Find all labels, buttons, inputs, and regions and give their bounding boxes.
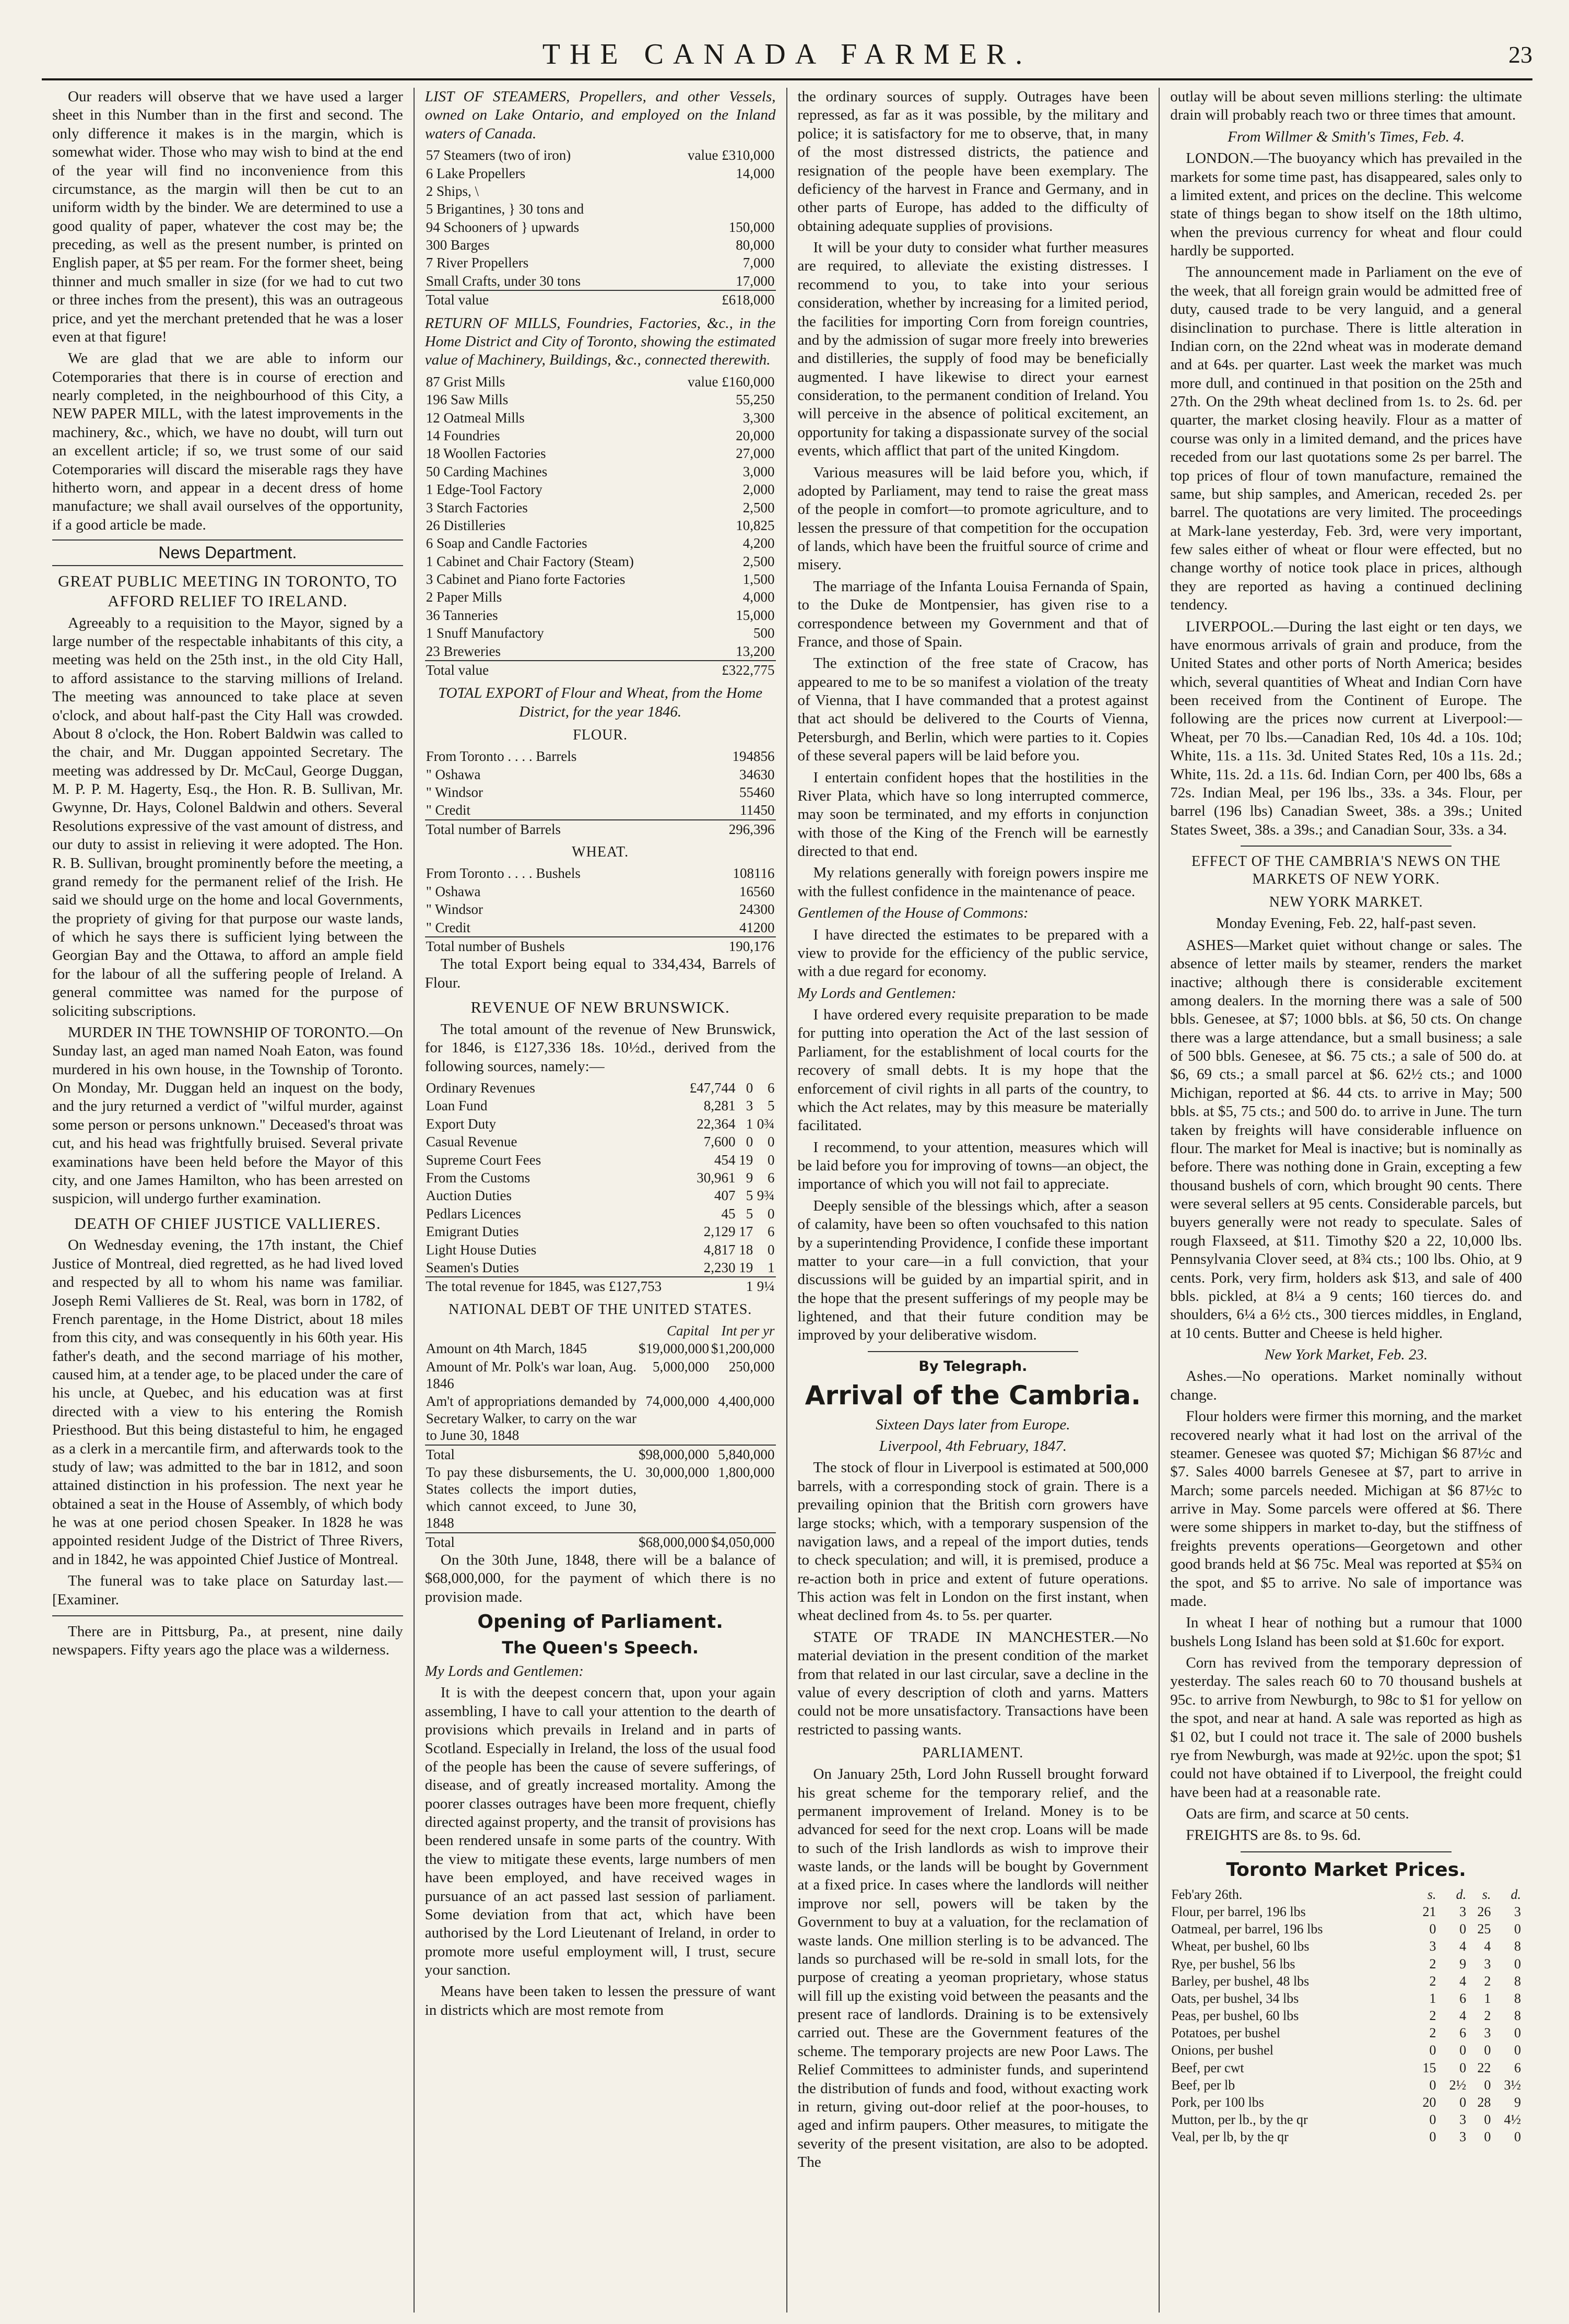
steamers-row: Small Crafts, under 30 tons 17,000: [426, 273, 775, 289]
mills-row: 1 Edge-Tool Factory 2,000: [426, 482, 775, 498]
debt-total-row-1: Total $98,000,000 5,840,000: [425, 1445, 776, 1463]
manchester-paragraph: STATE OF TRADE IN MANCHESTER.—No material deviation in the present condition of the market from that related in our last circular, save a decline in the value of every description of cloth and yarns. Matters could not be more unsatisfactory. Transactions have been restricted to passing wants.: [797, 1628, 1149, 1738]
revenue-row: From the Customs 30,961 9 6: [426, 1170, 775, 1186]
revenue-intro: The total amount of the revenue of New Brunswick, for 1846, is £127,336 18s. 10½d., derived from the following sources, namely:—: [424, 1020, 776, 1075]
mills-heading: RETURN OF MILLS, Foundries, Factories, &c., in the Home District and City of Toronto, showing the estimated value of Machinery, Buildings, &c., connected therewith.: [424, 314, 776, 369]
debt-row: Amount on 4th March, 1845 $19,000,000 $1,200,000: [426, 1341, 775, 1357]
toronto-row: Flour, per barrel, 196 lbs 21 3 26 3: [1171, 1904, 1521, 1919]
london-paragraph: LONDON.—The buoyancy which has prevailed in the markets for some time past, has disappeared, sales only to a limited extent, and prices on the decline. This welcome state of things began to show itself on the 18th ultimo, when the previous currency for wheat and flour could hardly be supported.: [1170, 150, 1522, 259]
commons-salutation: Gentlemen of the House of Commons:: [797, 905, 1029, 922]
ny-heading: NEW YORK MARKET.: [1269, 894, 1423, 911]
mills-row: 6 Soap and Candle Factories 4,200: [426, 535, 775, 551]
mills-row: 196 Saw Mills 55,250: [426, 392, 775, 408]
speech-paragraph-2: Means have been taken to lessen the pressure of want in districts which are most remote from: [424, 1983, 776, 2018]
toronto-row: Rye, per bushel, 56 lbs 2 9 3 0: [1171, 1956, 1521, 1971]
parliament-heading: Opening of Parliament.: [477, 1611, 723, 1633]
murder-paragraph: MURDER IN THE TOWNSHIP OF TORONTO.—On Sunday last, an aged man named Noah Eaton, was found murdered in his own house, in the Township of Toronto. On Monday, Mr. Duggan held an inquest on the body, and the jury returned a verdict of "wilful murder, against some person or persons unknown." Deceased's throat was cut, and his head was frightfully bruised. Several private examinations have been held before the Mayor of this city, and one James Hamilton, who has been arrested on suspicion, will undergo further examination.: [52, 1024, 403, 1207]
toronto-prices-table: [1170, 1886, 1522, 2146]
death-paragraph-2: The funeral was to take place on Saturday last.—[Examiner.: [52, 1572, 403, 1608]
divider: [868, 1351, 1078, 1352]
news-department-heading: News Department.: [52, 539, 403, 566]
speech-paragraph-1: It is with the deepest concern that, upon your again assembling, I have to call your attention to the dearth of provisions which prevails in Ireland and in parts of Scotland. Especially in Ireland, the loss of the usual food of the people has been the cause of severe sufferings, of disease, and of greatly increased mortality. Among the poorer classes outrages have been more frequent, chiefly directed against property, and the transit of provisions has been rendered unsafe in some parts of the country. With the view to mitigate these events, large numbers of men have been employed, and have received wages in pursuance of an act passed last session of parliament. Some deviation from that act, which have been authorised by the Lord Lieutenant of Ireland, in order to promote more useful employment will, I trust, secure your sanction.: [424, 1684, 776, 1979]
steamers-row: 94 Schooners of } upwards 150,000: [426, 219, 775, 235]
steamers-heading: LIST OF STEAMERS, Propellers, and other Vessels, owned on Lake Ontario, and employed on the Inland waters of Canada.: [424, 88, 776, 142]
mills-row: 2 Paper Mills 4,000: [426, 589, 775, 605]
source-line: From Willmer & Smith's Times, Feb. 4.: [1228, 128, 1465, 145]
announcement-paragraph: The announcement made in Parliament on the eve of the week, that all foreign grain would be admitted free of duty, caused trade to be very languid, and a general disinclination to purchase. There is little alteration in Indian corn, on the 22nd wheat was in moderate demand and at 64s. per quarter. Last week the market was much more dull, and continued in that position on the 25th and 27th. On the 29th wheat declined from 1s. to 2s. 6d. per quarter, the market closing heavily. Flour as a matter of course was only in a limited demand, and the prices have receded from our last quotations some 2s per barrel. The top prices of flour of town manufacture, remained the same, but ship samples, and American, receded 2s. per barrel. The quotations are very limited. The proceedings at Mark-lane yesterday, Feb. 3rd, were very important, few sales either of wheat or flour were effected, but no change worthy of notice took place in prices, although they are reported as having a continued declining tendency.: [1170, 264, 1522, 614]
steamers-row: 2 Ships, \: [426, 183, 479, 199]
ny-paragraph-1: ASHES—Market quiet without change or sales. The absence of letter mails by steamer, renders the market inactive; although there is considerable excitement among dealers. In the morning there was a sale of 500 bbls. Genesee, at $7; 1000 bbls. at $6, 50 cts. On change there was a large attendance, but a small business; a sale of 500 bbls. Genesee, at $6. 75 cts.; a sale of 500 do. at $6, 69 cts.; a small parcel at $6. 62½ cts.; and 1000 Michigan, reported at $6. 44 cts. to arrive in May; 500 bbls. at $5, 75 cts.; and 500 do. to arrive in June. The turn taken by freights will have considerable influence on flour. The market for Meal is inactive; but is nominally as before. There was nothing done in Grain, excepting a few thousand bushels of corn, which brought 90 cents. There were several sellers at 95 cents. Considerable parcels, but buyers generally were not ready to speculate. Sales of rough Flaxseed, at $11. Timothy $20 a 22, 10,000 lbs. Pennsylvania Clover seed, at 8¾ cts.; 100 lbs. Ohio, at 9 cents. Pork, very firm, holders ask $13, and sale of 400 bbls. pickled, at 8¼ a 9 cents; 160 tierces do. and shoulders, 6¼ a 6½ cts., 300 tierces middles, in England, at 10 cents. Butter and Cheese is held higher.: [1170, 936, 1522, 1342]
effect-heading: EFFECT OF THE CAMBRIA'S NEWS ON THE MARKETS OF NEW YORK.: [1191, 853, 1501, 888]
speech-cont-7: My relations generally with foreign powers inspire me with the fullest confidence in the maintenance of peace.: [797, 864, 1149, 900]
death-paragraph-1: On Wednesday evening, the 17th instant, the Chief Justice of Montreal, died regretted, as he had lived loved and respected by all to whom his name was familiar. Joseph Remi Vallieres de St. Real, was born in 1782, of French parentage, in the Home District, about 18 miles from this city, and was consequently in his 60th year. His father's death, and the second marriage of his mother, caused him, at a tender age, to be placed under the care of his uncle, at Quebec, and his education was at first directed with a view to his entering the Romish Priesthood. But this being distasteful to him, he engaged as a clerk in a mercantile firm, and afterwards took to the study of law; was admitted to the bar in 1812, and soon attained distinction in his profession. The next year he obtained a seat in the House of Assembly, of which body he was at one period chosen Speaker. In 1828 he was appointed resident Judge of the District of Three Rivers, and in 1842, he was appointed Chief Justice of Montreal.: [52, 1237, 403, 1568]
wheat-row: " Windsor 24300: [426, 901, 775, 918]
arrival-heading: Arrival of the Cambria.: [805, 1380, 1141, 1411]
wheat-row: " Oshawa 16560: [426, 883, 775, 899]
divider: [1241, 1851, 1452, 1852]
debt-row: Amount of Mr. Polk's war loan, Aug. 1846 5,000,000 250,000: [426, 1358, 775, 1392]
toronto-row: Oats, per bushel, 34 lbs 1 6 1 8: [1171, 1990, 1521, 2006]
mills-row: 12 Oatmeal Mills 3,300: [426, 409, 775, 426]
flour-row: " Windsor 55460: [426, 784, 775, 801]
mills-row: 23 Breweries 13,200: [426, 643, 775, 659]
ny-paragraph-3: Flour holders were firmer this morning, and the market recovered nearly what it had lost on the arrival of the steamer. Genesee was quoted $7; Michigan $6 87½c and $7. Sales 4000 barrels Genesee at $7, part to arrive in March; some parcels needed. Michigan at $6 87½c to arrive in May. Some parcels were offered at $6. There were some shippers in market to-day, but the stiffness of freights prevents operations—Georgetown and other good brands held at $6 75c. Meal was reported at $5¾ on the spot, and $5 to arrive. No sale of importance was made.: [1170, 1408, 1522, 1610]
revenue-row: Pedlars Licences 45 5 0: [426, 1205, 775, 1222]
export-note: The total Export being equal to 334,434, Barrels of Flour.: [424, 956, 776, 991]
revenue-row: Emigrant Duties 2,129 17 6: [426, 1224, 775, 1240]
column-1: [42, 88, 415, 2313]
wheat-total-row: Total number of Bushels 190,176: [425, 937, 776, 955]
speech-cont-8: I have directed the estimates to be prepared with a view to provide for the efficiency of the public service, with a due regard for economy.: [797, 926, 1149, 980]
speech-cont-10: I recommend, to your attention, measures which will be laid before you for improving of towns—an object, the importance of which you will not fail to appreciate.: [797, 1138, 1149, 1193]
debt-heading: NATIONAL DEBT OF THE UNITED STATES.: [448, 1301, 752, 1318]
steamers-table: [425, 146, 776, 309]
mills-row: 18 Woollen Factories 27,000: [426, 445, 775, 462]
liverpool-paragraph: The stock of flour in Liverpool is estimated at 500,000 barrels, with a corresponding stock of grain. There is a prevailing opinion that the British corn growers have large stocks; which, with a temporary suspension of the navigation laws, and a repeal of the import duties, tends to check speculation; and will, it is premised, produce a re-action both in price and extent of future operations. This action was felt in London on the first instant, when wheat declined from 4s. to 5s. per quarter.: [797, 1459, 1149, 1624]
masthead-title: THE CANADA FARMER.: [542, 38, 1032, 71]
mills-total-row: Total value £322,775: [425, 661, 776, 679]
debt-header-row: Capital Int per yr: [666, 1322, 775, 1339]
debt-total-row-2: Total $68,000,000 $4,050,000: [425, 1533, 776, 1551]
toronto-row: Veal, per lb, by the qr 0 3 0 0: [1171, 2129, 1521, 2145]
ny-paragraph-5: Corn has revived from the temporary depression of yesterday. The sales reach 60 to 70 thousand bushels at 95c. to arrive from Newburgh, to 98c to $1 for yellow on the spot, and near at hand. A sale was reported as high as $1 02, but I could not trace it. The sale of 2000 bushels rye from Newburgh, was made at 92½c. upon the spot; $1 could not have obtained if to Liverpool, the freight could have been had at a reasonable rate.: [1170, 1654, 1522, 1801]
lords-salutation: My Lords and Gentlemen:: [797, 984, 957, 1002]
debt-deduct-row: To pay these disbursements, the U. States collects the import duties, which cannot exceed, to June 30, 1848 30,000,000 1,800,000: [426, 1464, 775, 1531]
steamers-total-row: Total value £618,000: [425, 290, 776, 309]
revenue-total-row: The total revenue for 1845, was £127,753 1 9¼: [425, 1277, 776, 1295]
flour-total-row: Total number of Barrels 296,396: [425, 820, 776, 838]
flour-row: " Credit 11450: [426, 802, 775, 818]
intro-paragraph-2: We are glad that we are able to inform our Cotemporaries that there is in course of erection and nearly completed, in the neighbourhood of this City, a NEW PAPER MILL, with the latest improvements in the machinery, &c., which, we have no doubt, will turn out an excellent article; if so, we trust some of our said Cotemporaries will discard the miserable rags they have hitherto worn, and appear in a decent dress of home manufacture; we shall avail ourselves of the opportunity, if a good article be made.: [52, 350, 403, 533]
speech-cont-9: I have ordered every requisite preparation to be made for putting into operation the Act of the last session of Parliament, for the establishment of local courts for the recovery of small debts. It is my hope that the enforcement of civil rights in all parts of the country, to which the Act relates, may by this measure be materially facilitated.: [797, 1006, 1149, 1134]
speech-cont-3: Various measures will be laid before you, which, if adopted by Parliament, may tend to raise the great mass of the people in comfort—to promote agriculture, and to lessen the pressure of that competition for the occupation of lands, which have been the fruitful source of crime and misery.: [797, 464, 1149, 573]
mills-row: 3 Cabinet and Piano forte Factories 1,500: [426, 571, 775, 588]
toronto-row: Beef, per cwt 15 0 22 6: [1171, 2060, 1521, 2075]
debt-row: Am't of appropriations demanded by Secretary Walker, to carry on the war to June 30, 1848 74,000,000 4,400,000: [426, 1393, 775, 1443]
steamers-row: 7 River Propellers 7,000: [426, 255, 775, 271]
revenue-row: Light House Duties 4,817 18 0: [426, 1241, 775, 1258]
mills-row: 87 Grist Mills value £160,000: [426, 373, 775, 390]
speech-salutation: My Lords and Gentlemen:: [424, 1663, 584, 1680]
masthead: [42, 37, 1532, 80]
ny-paragraph-6: Oats are firm, and scarce at 50 cents.: [1186, 1805, 1409, 1823]
debt-table: [425, 1322, 776, 1551]
divider: [52, 1615, 403, 1616]
debt-note: On the 30th June, 1848, there will be a balance of $68,000,000, for the payment of which there is no provision made.: [424, 1551, 776, 1605]
mills-row: 1 Snuff Manufactory 500: [426, 625, 775, 641]
mills-row: 50 Carding Machines 3,000: [426, 463, 775, 479]
toronto-row: Peas, per bushel, 60 lbs 2 4 2 8: [1171, 2008, 1521, 2024]
column-4: [1160, 88, 1532, 2313]
revenue-row: Seamen's Duties 2,230 19 1: [426, 1259, 775, 1275]
mills-row: 26 Distilleries 10,825: [426, 517, 775, 533]
toronto-heading: Toronto Market Prices.: [1226, 1859, 1466, 1881]
toronto-row: Pork, per 100 lbs 20 0 28 9: [1171, 2095, 1521, 2110]
mills-row: 3 Starch Factories 2,500: [426, 499, 775, 515]
revenue-heading: REVENUE OF NEW BRUNSWICK.: [470, 998, 730, 1017]
flour-row: " Oshawa 34630: [426, 766, 775, 782]
flour-table: [425, 747, 776, 838]
toronto-row: Potatoes, per bushel 2 6 3 0: [1171, 2025, 1521, 2041]
telegraph-heading: By Telegraph.: [918, 1358, 1028, 1375]
mills-table: [425, 373, 776, 679]
page-number: 23: [1508, 41, 1532, 68]
revenue-table: [425, 1079, 776, 1296]
death-heading: DEATH OF CHIEF JUSTICE VALLIERES.: [74, 1214, 381, 1233]
arrival-subheading: Sixteen Days later from Europe.: [876, 1416, 1070, 1433]
flour-row: From Toronto . . . . Barrels 194856: [426, 748, 775, 765]
steamers-row: 6 Lake Propellers 14,000: [426, 165, 775, 181]
revenue-row: Ordinary Revenues £47,744 0 6: [426, 1080, 775, 1096]
columns: [42, 88, 1532, 2313]
wheat-label: WHEAT.: [572, 844, 629, 861]
dateline: Liverpool, 4th February, 1847.: [879, 1438, 1067, 1455]
flour-label: FLOUR.: [573, 727, 628, 744]
speech-cont-11: Deeply sensible of the blessings which, after a season of calamity, have been so often vouchsafed to this nation by a superintending Providence, I confide these important matter to your care—in a full conviction, that your discussions will be guided by an impartial spirit, and in the hope that the present sufferings of my people may be lightened, and that their future condition may be improved by your deliberative wisdom.: [797, 1197, 1149, 1344]
revenue-row: Supreme Court Fees 454 19 0: [426, 1152, 775, 1168]
column-3: [787, 88, 1160, 2313]
divider: [1241, 846, 1452, 847]
steamers-row: 5 Brigantines, } 30 tons and: [426, 201, 584, 217]
toronto-header-row: Feb'ary 26th. s. d. s. d.: [1171, 1886, 1521, 1902]
revenue-row: Auction Duties 407 5 9¾: [426, 1188, 775, 1204]
pittsburg-paragraph: There are in Pittsburg, Pa., at present, nine daily newspapers. Fifty years ago the place was a wilderness.: [52, 1623, 403, 1659]
meeting-heading: GREAT PUBLIC MEETING IN TORONTO, TO AFFORD RELIEF TO IRELAND.: [57, 572, 397, 610]
wheat-row: From Toronto . . . . Bushels 108116: [426, 865, 775, 882]
toronto-row: Beef, per lb 0 2½ 0 3½: [1171, 2077, 1521, 2093]
toronto-row: Wheat, per bushel, 60 lbs 3 4 4 8: [1171, 1939, 1521, 1954]
revenue-row: Loan Fund 8,281 3 5: [426, 1098, 775, 1114]
meeting-paragraph: Agreeably to a requisition to the Mayor, signed by a large number of the respectable inhabitants of this city, a meeting was held on the 25th inst., in the old City Hall, to afford assistance to the starving millions of Ireland. The meeting was announced to take place at seven o'clock, and about half-past the City Hall was crowded. About 8 o'clock, the Hon. Robert Baldwin was called to the chair, and Mr. Duggan appointed Secretary. The meeting was addressed by Dr. McCaul, George Duggan, M. P. P. M. Hagerty, Esq., the Hon. R. B. Sullivan, Mr. Gwynne, Dr. Hays, Colonel Baldwin and others. Several Resolutions expressive of the vast amount of distress, and our duty to assist in relieving it were adopted. The Hon. R. B. Sullivan, brought prominently before the meeting, a grand remedy for the permanent relief of the Irish. He said we should urge on the home and local Governments, the propriety of giving for that purpose our waste lands, of which he says there is sufficient lying between the Georgian Bay and the Ottawa, to afford an ample field for the labour of all the suffering people of Ireland. A general committee was named for the purpose of soliciting subscriptions.: [52, 614, 403, 1019]
steamers-row: 57 Steamers (two of iron) value £310,000: [426, 147, 775, 163]
mills-row: 14 Foundries 20,000: [426, 427, 775, 443]
speech-cont-1: the ordinary sources of supply. Outrages have been repressed, as far as it was possible, by the military and police; it is satisfactory for me to observe, that, in many of the most distressed districts, the patience and resignation of the people have been exemplary. The deficiency of the harvest in France and Germany, and in other parts of Europe, has added to the difficulty of obtaining adequate supplies of provisions.: [797, 88, 1149, 234]
toronto-row: Oatmeal, per barrel, 196 lbs 0 0 25 0: [1171, 1921, 1521, 1937]
outlay-paragraph: outlay will be about seven millions sterling: the ultimate drain will probably reach two or three times that amount.: [1170, 88, 1522, 124]
column-2: [415, 88, 787, 2313]
speech-cont-6: I entertain confident hopes that the hostilities in the River Plata, which have so long interrupted commerce, may soon be terminated, and my efforts in conjunction with those of the King of the French will be earnestly directed to that end.: [797, 769, 1149, 860]
parliament-paragraph: On January 25th, Lord John Russell brought forward his great scheme for the temporary relief, and the permanent improvement of Ireland. Money is to be advanced for seed for the next crop. Loans will be made to such of the Irish landlords as wish to improve their waste lands, or the lands will be bought by Government at a fixed price. In cases where the landlords will neither improve nor sell, powers will be taken by the Government to buy at a valuation, for the reclamation of waste lands. One million sterling is to be advanced. The lands so purchased will be re-sold in small lots, for the purpose of creating a yeoman proprietary, whose status will fill up the existing void between the peasants and the present race of landlords. Draining is to be extensively carried out. These are the Government features of the scheme. The temporary projects are new Poor Laws. The Relief Committees to administer funds, and superintend the distribution of funds and food, without exacting work in return, giving out-door relief at the poor-houses, to aged and infirm paupers. Other measures, to mitigate the severity of the present visitation, are also to be adopted. The: [797, 1766, 1149, 2171]
speech-heading: The Queen's Speech.: [502, 1638, 699, 1658]
speech-cont-5: The extinction of the free state of Cracow, has appeared to me to be so manifest a violation of the treaty of Vienna, that I have commanded that a protest against that act should be delivered to the Courts of Vienna, Petersburgh, and Berlin, which were parties to it. Copies of these several papers will be laid before you.: [797, 655, 1149, 765]
ny-market-label: New York Market, Feb. 23.: [1264, 1346, 1428, 1364]
ny-paragraph-2: Ashes.—No operations. Market nominally without change.: [1170, 1368, 1522, 1403]
steamers-row: 300 Barges 80,000: [426, 237, 775, 253]
revenue-row: Casual Revenue 7,600 0 0: [426, 1134, 775, 1150]
toronto-row: Onions, per bushel 0 0 0 0: [1171, 2043, 1521, 2058]
speech-cont-2: It will be your duty to consider what further measures are required, to alleviate the existing distresses. I recommend to you, to take into your serious consideration, whether by increasing for a limited period, the facilities for importing Corn from foreign countries, and by the admission of sugar more freely into breweries and distilleries, the supply of food may be beneficially augmented. I have likewise to direct your earnest consideration, to the permanent condition of Ireland. You will perceive in the absence of political excitement, an opportunity for taking a dispassionate survey of the social events, which afflict that part of the united Kingdom.: [797, 239, 1149, 460]
parliament-label: PARLIAMENT.: [922, 1745, 1024, 1762]
wheat-row: " Credit 41200: [426, 919, 775, 935]
ny-paragraph-4: In wheat I hear of nothing but a rumour that 1000 bushels Long Island has been sold at $1.60c for export.: [1170, 1614, 1522, 1650]
intro-paragraph-1: Our readers will observe that we have used a larger sheet in this Number than in the first and second. The only difference it makes is in the margin, which is somewhat wider. Those who may wish to bind at the end of the year will find no inconvenience from this circumstance, as the margin will then be cut to an uniform width by the binder. We are determined to use a good quality of paper, whatever the cost may be; the preceding, as well as the present number, is printed on English paper, at $5 per ream. For the former sheet, being thinner and much smaller in size (for we had to cut two or three inches from the present), this was an outrageous price, and yet the merchant pretended that he was a loser even at that figure!: [52, 88, 403, 345]
export-heading: TOTAL EXPORT of Flour and Wheat, from the Home District, for the year 1846.: [438, 685, 763, 720]
speech-cont-4: The marriage of the Infanta Louisa Fernanda of Spain, to the Duke de Montpensier, has given rise to a correspondence between my Government and that of France, and those of Spain.: [797, 578, 1149, 650]
toronto-row: Mutton, per lb., by the qr 0 3 0 4½: [1171, 2112, 1521, 2128]
mills-row: 1 Cabinet and Chair Factory (Steam) 2,500: [426, 553, 775, 569]
mills-row: 36 Tanneries 15,000: [426, 607, 775, 623]
revenue-row: Export Duty 22,364 1 0¾: [426, 1116, 775, 1132]
ny-paragraph-7: FREIGHTS are 8s. to 9s. 6d.: [1186, 1827, 1361, 1844]
ny-date: Monday Evening, Feb. 22, half-past seven.: [1216, 915, 1477, 932]
liverpool-prices-paragraph: LIVERPOOL.—During the last eight or ten days, we have enormous arrivals of grain and produce, from the United States and other ports of North America; besides which, several quantities of Wheat and Indian Corn have been received from the Continent of Europe. The following are the prices now current at Liverpool:—Wheat, per 70 lbs.—Canadian Red, 10s 4d. a 10s. 10d; White, 11s. a 11s. 3d. United States Red, 10s a 11s. 2d.; White, 11s. 2d. a 11s. 6d. Indian Corn, per 400 lbs, 68s a 72s. Indian Meal, per 196 lbs., 33s. a 34s. Flour, per barrel (196 lbs) Canadian Sweet, 38s. a 39s.; United States Sweet, 38s. a 39s.; and Canadian Sour, 33s. a 34.: [1170, 618, 1522, 838]
toronto-row: Barley, per bushel, 48 lbs 2 4 2 8: [1171, 1973, 1521, 1989]
wheat-table: [425, 864, 776, 955]
